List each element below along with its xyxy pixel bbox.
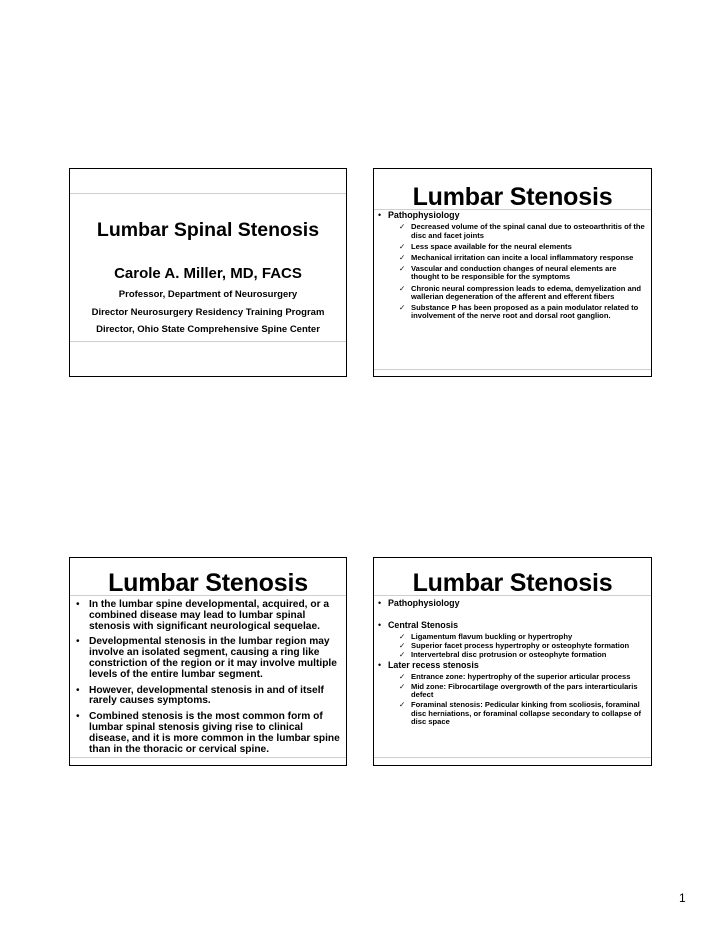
list-item: • Combined stenosis is the most common form of lumbar spinal stenosis giving rise to clinical disease, and it is more common in the lumbar spine than in the thoracic or cervical spine. [70, 712, 346, 755]
list-item: ✓ Mid zone: Fibrocartilage overgrowth of the pars interarticularis defect [374, 683, 649, 699]
list-item: ✓ Ligamentum flavum buckling or hypertrophy [374, 633, 649, 641]
bullet-heading: • Pathophysiology [374, 211, 645, 220]
slide-stenosis-types [373, 557, 652, 766]
slide-pathophysiology [373, 168, 652, 377]
list-item: ✓ Decreased volume of the spinal canal due to osteoarthritis of the disc and facet joints [374, 223, 645, 239]
bullet-list [374, 599, 649, 726]
list-item: ✓ Chronic neural compression leads to edema, demyelization and wallerian degeneration of the afferent and efferent fibers [374, 285, 645, 301]
bullet-list [374, 211, 645, 320]
bullet-heading: • Pathophysiology [374, 599, 649, 608]
slide-title-card [69, 168, 347, 377]
list-item: ✓ Substance P has been proposed as a pain modulator related to involvement of the nerve root and dorsal root ganglion. [374, 304, 645, 320]
page-number: 1 [679, 891, 686, 905]
list-item: ✓ Superior facet process hypertrophy or osteophyte formation [374, 642, 649, 650]
list-item: ✓ Vascular and conduction changes of neural elements are thought to be responsible for the symptoms [374, 265, 645, 281]
slide-title: Lumbar Stenosis [108, 569, 308, 597]
bullet-list [70, 600, 346, 755]
list-item: ✓ Intervertebral disc protrusion or osteophyte formation [374, 651, 649, 659]
bottom-rule [374, 369, 651, 370]
author-name: Carole A. Miller, MD, FACS [114, 265, 302, 282]
bottom-rule [70, 757, 346, 758]
recess-stenosis-label: • Later recess stenosis [374, 661, 649, 670]
bottom-rule [70, 341, 346, 342]
top-rule [70, 193, 346, 194]
list-item: ✓ Entrance zone: hypertrophy of the superior articular process [374, 673, 649, 681]
slide-title: Lumbar Stenosis [412, 183, 613, 211]
title-rule [374, 595, 651, 596]
bottom-rule [374, 757, 651, 758]
central-stenosis-label: • Central Stenosis [374, 621, 649, 630]
author-role-3: Director, Ohio State Comprehensive Spine Center [96, 324, 320, 335]
list-item: • In the lumbar spine developmental, acquired, or a combined disease may lead to lumbar spinal stenosis with significant neurological sequelae. [70, 600, 346, 632]
list-item: • Developmental stenosis in the lumbar region may involve an isolated segment, causing a ring like constriction of the region or it may involve multiple levels of the entire lumbar segment. [70, 637, 346, 680]
author-role-1: Professor, Department of Neurosurgery [118, 289, 298, 300]
slide-title: Lumbar Stenosis [412, 569, 613, 597]
list-item: ✓ Less space available for the neural elements [374, 243, 645, 251]
list-item: ✓ Mechanical irritation can incite a local inflammatory response [374, 254, 645, 262]
list-item: • However, developmental stenosis in and of itself rarely causes symptoms. [70, 686, 346, 708]
title-rule [70, 595, 346, 596]
list-item: ✓ Foraminal stenosis: Pedicular kinking from scoliosis, foraminal disc herniations, or foraminal collapse secondary to collapse of disc space [374, 701, 649, 726]
slide-lumbar-overview [69, 557, 347, 766]
presentation-title: Lumbar Spinal Stenosis [96, 219, 320, 241]
author-role-2: Director Neurosurgery Residency Training Program [91, 307, 325, 318]
